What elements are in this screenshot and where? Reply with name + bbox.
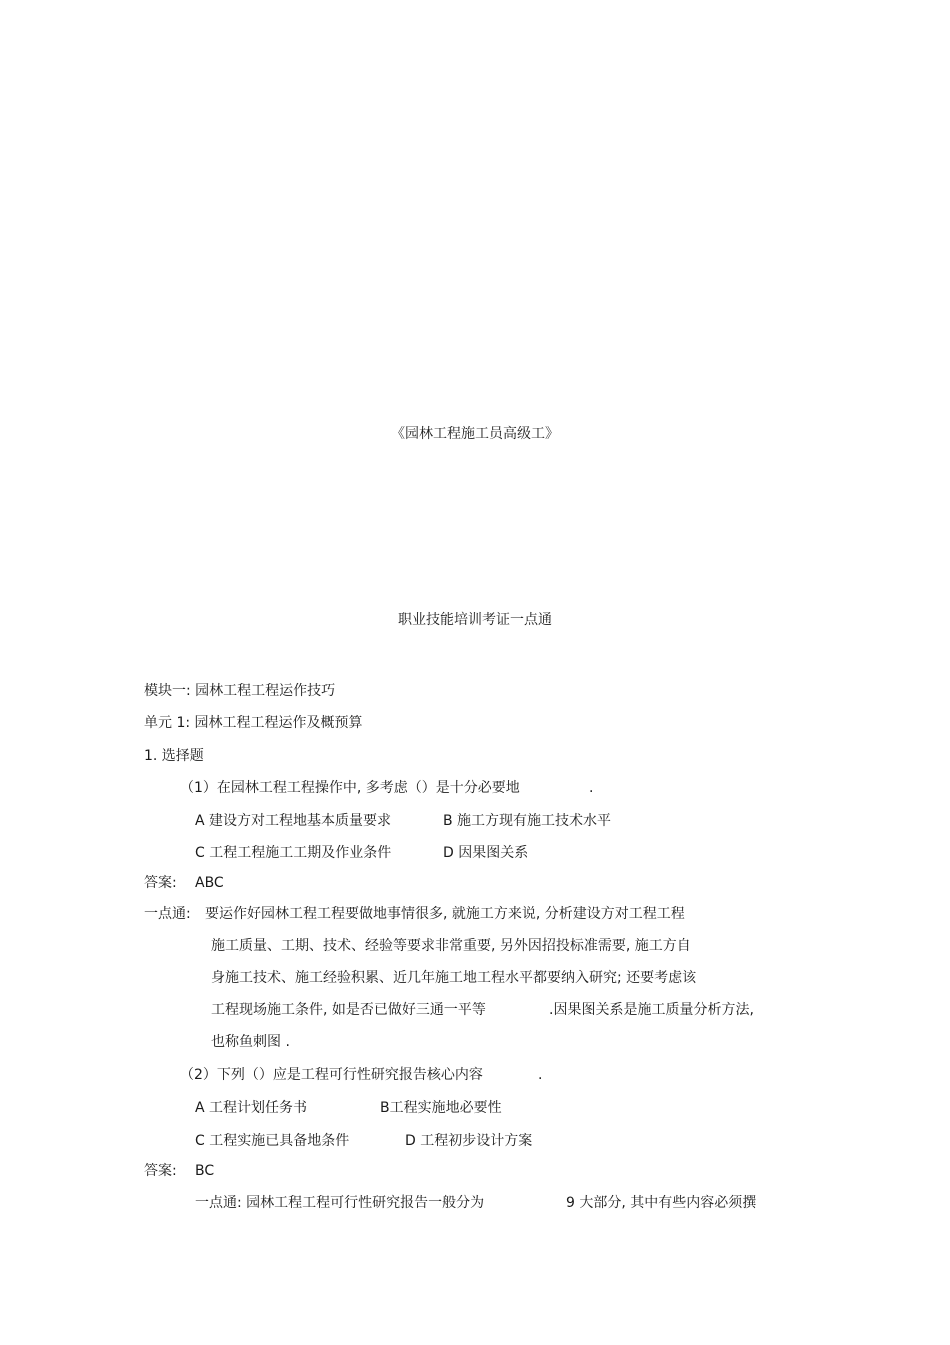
question-1-tip-line-2: 施工质量、工期、技术、经验等要求非常重要, 另外因招投标准需要, 施工方自	[211, 938, 691, 954]
question-1-option-b: B 施工方现有施工技术水平	[443, 813, 612, 829]
question-2-tip-line-1a: 一点通: 园林工程工程可行性研究报告一般分为	[195, 1195, 485, 1211]
question-1-tip-label: 一点通:	[144, 906, 191, 922]
question-1-tip-line-1: 要运作好园林工程工程要做地事情很多, 就施工方来说, 分析建设方对工程工程	[205, 906, 685, 922]
section-heading: 1. 选择题	[144, 748, 204, 764]
question-2-answer-label: 答案:	[144, 1163, 177, 1179]
question-1-tip-line-3: 身施工技术、施工经验积累、近几年施工地工程水平都要纳入研究; 还要考虑该	[211, 970, 697, 986]
question-1-answer-label: 答案:	[144, 875, 177, 891]
question-1-stem: （1）在园林工程工程操作中, 多考虑（）是十分必要地	[180, 780, 520, 796]
question-2-option-a: A 工程计划任务书	[195, 1100, 308, 1116]
question-1-stem-end: .	[589, 780, 594, 796]
module-heading: 模块一: 园林工程工程运作技巧	[144, 683, 336, 699]
question-2-option-b: B工程实施地必要性	[380, 1100, 502, 1116]
question-2-tip-line-1b: 9 大部分, 其中有些内容必须撰	[566, 1195, 757, 1211]
question-1-option-c: C 工程工程施工工期及作业条件	[195, 845, 392, 861]
question-1-answer: ABC	[195, 875, 224, 891]
question-1-tip-line-5: 也称鱼刺图 .	[211, 1034, 290, 1050]
document-title: 《园林工程施工员高级工》	[391, 426, 559, 442]
question-1-tip-line-4a: 工程现场施工条件, 如是否已做好三通一平等	[211, 1002, 486, 1018]
question-2-stem-end: .	[538, 1067, 543, 1083]
question-2-option-d: D 工程初步设计方案	[405, 1133, 533, 1149]
question-2-stem: （2）下列（）应是工程可行性研究报告核心内容	[180, 1067, 483, 1083]
document-subtitle: 职业技能培训考证一点通	[398, 612, 552, 628]
question-1-option-d: D 因果图关系	[443, 845, 529, 861]
unit-heading: 单元 1: 园林工程工程运作及概预算	[144, 715, 363, 731]
question-1-option-a: A 建设方对工程地基本质量要求	[195, 813, 392, 829]
question-2-option-c: C 工程实施已具备地条件	[195, 1133, 350, 1149]
question-1-tip-line-4b: .因果图关系是施工质量分析方法,	[549, 1002, 754, 1018]
question-2-answer: BC	[195, 1163, 215, 1179]
